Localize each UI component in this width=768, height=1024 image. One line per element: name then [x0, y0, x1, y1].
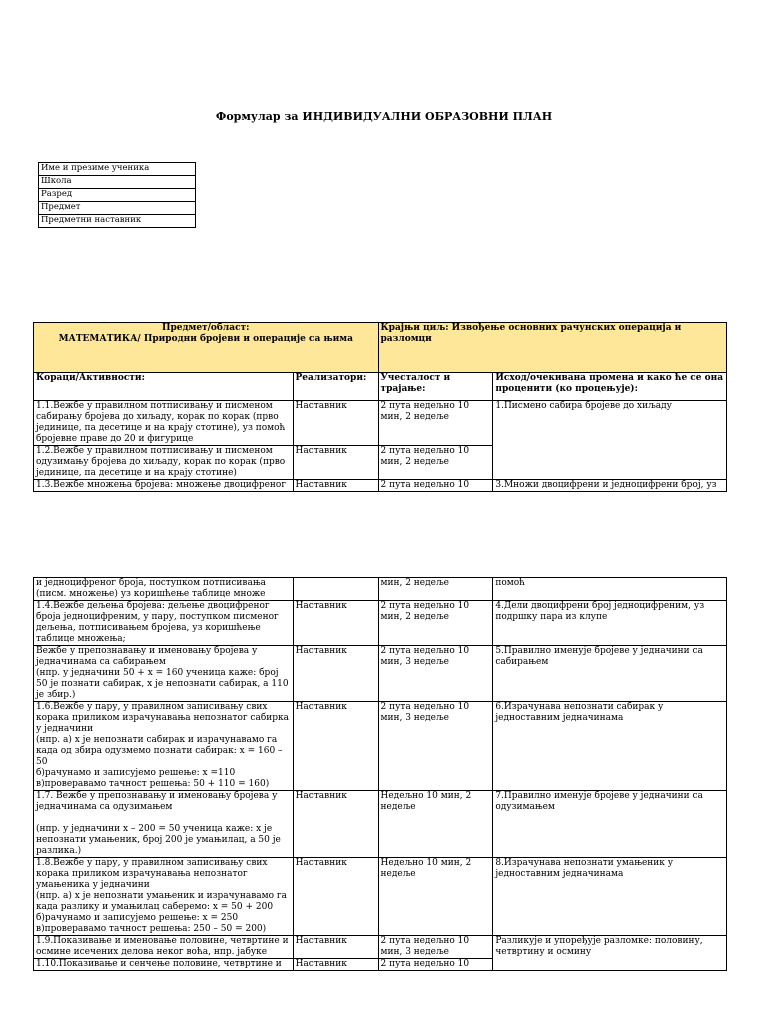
row-outcome: 1.Писмено сабира бројеве до хиљаду — [493, 401, 727, 480]
row-realizer: Наставник — [293, 646, 378, 702]
row-frequency: мин, 2 недеље — [378, 578, 493, 601]
row-outcome: Разликује и упоређује разломке: половину, четвртину и осмину — [493, 936, 727, 971]
plan-table-page2 — [33, 577, 727, 971]
row-step: 1.10.Показивање и сенчење половине, четвртине и — [34, 959, 294, 971]
row-step: 1.2.Вежбе у правилном потписивању и писменом одузимању бројева до хиљаду, корак по корак (прво јединице, па десетице и на крају стотине) — [34, 446, 294, 480]
info-subject: Предмет — [39, 202, 196, 215]
row-step: 1.9.Показивање и именовање половине, четвртине и осмине исечених делова неког воћа, нпр. јабуке — [34, 936, 294, 959]
subject-label: Предмет/област: — [162, 323, 250, 333]
col-realizers-header: Реализатори: — [293, 373, 378, 401]
info-student-name: Име и презиме ученика — [39, 163, 196, 176]
info-grade: Разред — [39, 189, 196, 202]
row-outcome: 3.Множи двоцифрени и једноцифрени број, уз — [493, 480, 727, 492]
subject-value: МАТЕМАТИКА/ Природни бројеви и операције са њима — [58, 334, 353, 344]
row-realizer: Наставник — [293, 446, 378, 480]
row-outcome: 8.Израчунава непознати умањеник у једноставним једначинама — [493, 858, 727, 936]
row-frequency: 2 пута недељно 10 мин, 2 недеље — [378, 401, 493, 446]
row-step: 1.7. Вежбе у препознавању и именовању бројева у једначинама са одузимањем (нпр. у једначини x – 200 = 50 ученица каже: x је непознати умањеник, број 200 је умањилац, а 50 је разлика.) — [34, 791, 294, 858]
row-frequency: 2 пута недељно 10 — [378, 480, 493, 492]
row-step: и једноцифреног броја, поступком потписивања (писм. множење) уз коришћење таблице множе — [34, 578, 294, 601]
row-frequency: 2 пута недељно 10 мин, 2 недеље — [378, 601, 493, 646]
row-realizer: Наставник — [293, 959, 378, 971]
col-frequency-header: Учесталост и трајање: — [378, 373, 493, 401]
subject-cell — [34, 323, 379, 373]
row-realizer: Наставник — [293, 401, 378, 446]
row-step: 1.3.Вежбе множења бројева: множење двоцифреног — [34, 480, 294, 492]
row-realizer: Наставник — [293, 858, 378, 936]
row-step: 1.6.Вежбе у пару, у правилном записивању свих корака приликом израчунавања непознатог сабирка у једначини (нпр. а) x је непознати сабирак и израчунавамо га када од збира одузмемо познати сабирак: x = 160 – 50 б)рачунамо и записујемо решење: x =110 в)проверавамо тачност решења: 50 + 110 = 160) — [34, 702, 294, 791]
row-frequency: 2 пута недељно 10 мин, 3 недеље — [378, 646, 493, 702]
row-realizer: Наставник — [293, 601, 378, 646]
row-step: Вежбе у препознавању и именовању бројева у једначинама са сабирањем (нпр. у једначини 50 + x = 160 ученица каже: број 50 је познати сабирак, x је непознати сабирак, а 110 је збир.) — [34, 646, 294, 702]
row-realizer: Наставник — [293, 791, 378, 858]
row-outcome: 7.Правилно именује бројеве у једначини са одузимањем — [493, 791, 727, 858]
info-school: Школа — [39, 176, 196, 189]
student-info-table — [38, 162, 196, 228]
row-realizer: Наставник — [293, 480, 378, 492]
info-teacher: Предметни наставник — [39, 215, 196, 228]
row-realizer: Наставник — [293, 936, 378, 959]
plan-table-page1 — [33, 322, 727, 492]
final-goal: Крајњи циљ: Извођење основних рачунских операција и разломци — [378, 323, 727, 373]
row-frequency: Недељно 10 мин, 2 недеље — [378, 858, 493, 936]
row-step: 1.8.Вежбе у пару, у правилном записивању свих корака приликом израчунавања непознатог умањеника у једначини (нпр. а) x је непознати умањеник и израчунавамо га када разлику и умањилац саберемо: x = 50 + 200 б)рачунамо и записујемо решење: x = 250 в)проверавамо тачност решења: 250 – 50 = 200) — [34, 858, 294, 936]
row-frequency: 2 пута недељно 10 — [378, 959, 493, 971]
page-title: Формулар за ИНДИВИДУАЛНИ ОБРАЗОВНИ ПЛАН — [215, 110, 553, 123]
row-outcome: 4.Дели двоцифрени број једноцифреним, уз подршку пара из клупе — [493, 601, 727, 646]
row-outcome: 6.Израчунава непознати сабирак у једноставним једначинама — [493, 702, 727, 791]
row-step: 1.4.Вежбе дељења бројева: дељење двоцифреног броја једноцифреним, у пару, поступком писменог дељења, потписивањем бројева, уз коришћење таблице множења; — [34, 601, 294, 646]
col-outcome-header: Исход/очекивана промена и како ће се она проценити (ко процењује): — [493, 373, 727, 401]
row-frequency: 2 пута недељно 10 мин, 2 недеље — [378, 446, 493, 480]
row-frequency: 2 пута недељно 10 мин, 3 недеље — [378, 702, 493, 791]
col-steps-header: Кораци/Активности: — [34, 373, 294, 401]
row-outcome: помоћ — [493, 578, 727, 601]
row-realizer: Наставник — [293, 702, 378, 791]
row-frequency: Недељно 10 мин, 2 недеље — [378, 791, 493, 858]
row-outcome: 5.Правилно именује бројеве у једначини са сабирањем — [493, 646, 727, 702]
row-realizer — [293, 578, 378, 601]
row-frequency: 2 пута недељно 10 мин, 3 недеље — [378, 936, 493, 959]
row-step: 1.1.Вежбе у правилном потписивању и писменом сабирању бројева до хиљаду, корак по корак (прво јединице, па десетице и на крају стотине), уз помоћ бројевне праве до 20 и фигурице — [34, 401, 294, 446]
